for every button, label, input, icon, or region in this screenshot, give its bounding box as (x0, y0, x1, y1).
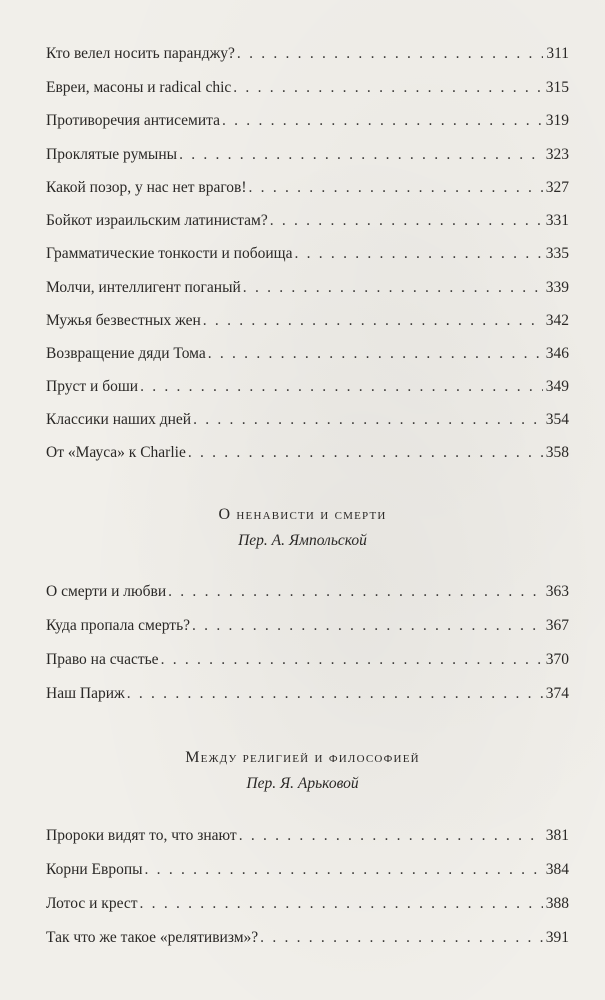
dot-leader (179, 143, 543, 167)
toc-entry (46, 614, 569, 638)
toc-entry-page: 349 (545, 378, 569, 395)
toc-entry-page: 367 (545, 617, 569, 634)
dot-leader (161, 648, 543, 672)
toc-entry (46, 824, 569, 848)
toc-entry (46, 648, 569, 672)
toc-entry-page: 323 (545, 146, 569, 163)
toc-entry-page: 327 (545, 179, 569, 196)
toc-entry-page: 384 (545, 861, 569, 878)
dot-leader (188, 441, 543, 465)
toc-entry-title: Какой позор, у нас нет врагов! (46, 179, 247, 196)
toc-entry (46, 580, 569, 604)
toc-entry-title: Пруст и боши (46, 378, 139, 395)
toc-entry-title: Корни Европы (46, 861, 143, 878)
toc-entry-title: О смерти и любви (46, 583, 167, 600)
dot-leader (233, 76, 542, 100)
toc-entry (46, 342, 569, 366)
toc-entry-page: 391 (545, 929, 569, 946)
toc-entry-page: 335 (545, 245, 569, 262)
toc-entry-title: Пророки видят то, что знают (46, 827, 237, 844)
toc-entry-title: Право на счастье (46, 651, 159, 668)
dot-leader (239, 824, 543, 848)
toc-entry-page: 346 (545, 345, 569, 362)
dot-leader (168, 580, 543, 604)
toc-entry-page: 315 (545, 79, 569, 96)
toc-entry-title: Куда пропала смерть? (46, 617, 191, 634)
dot-leader (249, 176, 543, 200)
toc-entry (46, 441, 569, 465)
dot-leader (260, 926, 543, 950)
section-title: О ненависти и смерти (218, 506, 387, 523)
dot-leader (208, 342, 543, 366)
toc-entry-page: 319 (545, 112, 569, 129)
toc-entry (46, 276, 569, 300)
toc-entry-title: Молчи, интеллигент поганый (46, 279, 241, 296)
dot-leader (222, 109, 543, 133)
toc-entry-page: 339 (545, 279, 569, 296)
toc-entry-title: Так что же такое «релятивизм»? (46, 929, 259, 946)
toc-entry (46, 42, 569, 66)
toc-entry-title: Кто велел носить паранджу? (46, 45, 235, 62)
toc-entry (46, 926, 569, 950)
toc-entry-page: 342 (545, 312, 569, 329)
toc-entry (46, 209, 569, 233)
section-title: Между религией и философией (185, 749, 420, 766)
toc-entry-page: 374 (545, 685, 569, 702)
dot-leader (145, 858, 543, 882)
toc-entry-title: От «Мауса» к Charlie (46, 444, 186, 461)
toc-entry-page: 370 (545, 651, 569, 668)
toc-entry (46, 309, 569, 333)
toc-entry (46, 76, 569, 100)
toc-entry-page: 358 (545, 444, 569, 461)
toc-entry-title: Евреи, масоны и radical chic (46, 79, 232, 96)
dot-leader (192, 614, 543, 638)
section-translator: Пер. А. Ямпольской (238, 532, 367, 549)
toc-entry-page: 381 (545, 827, 569, 844)
toc-entry (46, 858, 569, 882)
toc-entry-page: 331 (545, 212, 569, 229)
toc-entry (46, 242, 569, 266)
toc-entry (46, 375, 569, 399)
toc-entry-page: 363 (545, 583, 569, 600)
dot-leader (270, 209, 543, 233)
toc-entry-title: Противоречия антисемита (46, 112, 220, 129)
toc-entry (46, 109, 569, 133)
toc-entry-title: Классики наших дней (46, 411, 192, 428)
section-translator: Пер. Я. Арьковой (246, 775, 359, 792)
toc-entry (46, 408, 569, 432)
dot-leader (127, 682, 543, 706)
toc-entry-title: Грамматические тонкости и побоища (46, 245, 293, 262)
toc-entry-title: Мужья безвестных жен (46, 312, 201, 329)
dot-leader (294, 242, 542, 266)
dot-leader (193, 408, 543, 432)
toc-entry (46, 892, 569, 916)
toc-entry (46, 176, 569, 200)
dot-leader (243, 276, 543, 300)
toc-entry-title: Наш Париж (46, 685, 125, 702)
toc-entry (46, 143, 569, 167)
toc-entry-page: 388 (545, 895, 569, 912)
toc-entry-page: 311 (546, 45, 569, 62)
toc-entry (46, 682, 569, 706)
dot-leader (140, 375, 543, 399)
toc-entry-page: 354 (545, 411, 569, 428)
toc-entry-title: Проклятые румыны (46, 146, 178, 163)
dot-leader (237, 42, 543, 66)
toc-entry-title: Бойкот израильским латинистам? (46, 212, 268, 229)
toc-entry-title: Возвращение дяди Тома (46, 345, 206, 362)
toc-entry-title: Лотос и крест (46, 895, 138, 912)
dot-leader (140, 892, 543, 916)
dot-leader (203, 309, 543, 333)
